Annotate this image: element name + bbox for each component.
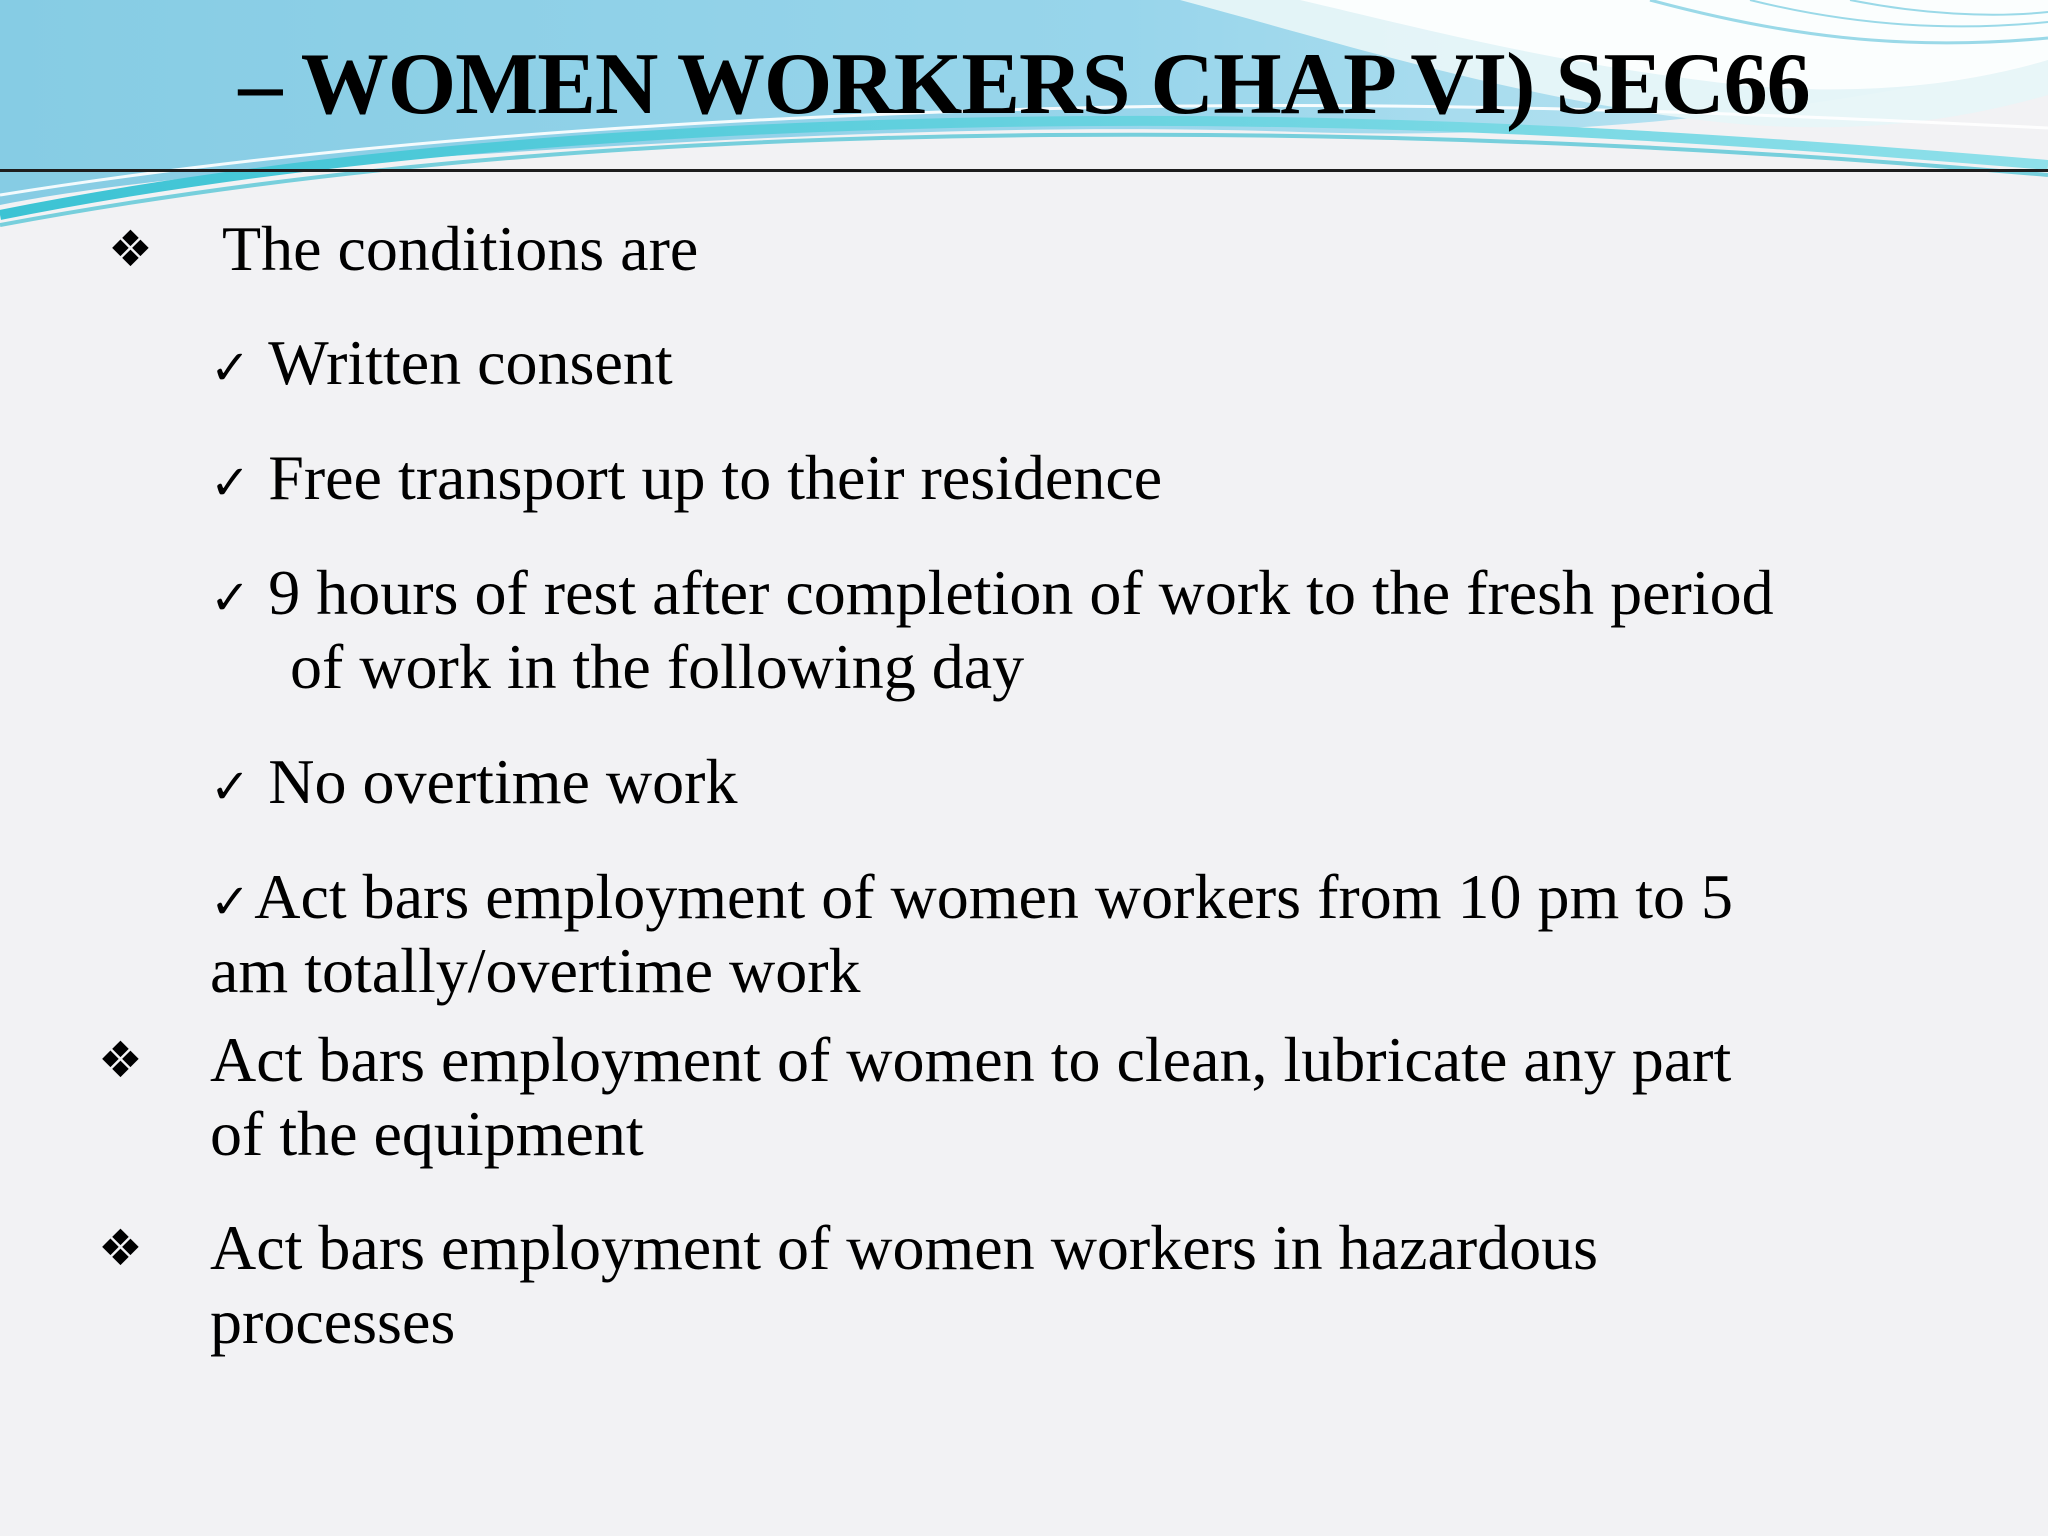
condition-text-continued: am totally/overtime work	[210, 935, 861, 1006]
condition-text: 9 hours of rest after completion of work to the fresh period	[268, 557, 1774, 628]
bullet-text: Act bars employment of women to clean, lubricate any part	[210, 1024, 1732, 1095]
diamond-bullet-icon: ❖	[108, 220, 153, 278]
intro-text: The conditions are	[222, 213, 699, 284]
bullet-text-continued: of the equipment	[210, 1098, 644, 1169]
checkmark-icon: ✓	[210, 874, 251, 930]
bullet-text: Act bars employment of women workers in hazardous	[210, 1212, 1599, 1283]
condition-text: Free transport up to their residence	[268, 442, 1163, 513]
condition-item	[210, 441, 1162, 520]
checkmark-icon: ✓	[210, 455, 251, 511]
title-divider	[0, 169, 2048, 172]
condition-text: Written consent	[268, 327, 673, 398]
bullet-text-continued: processes	[210, 1286, 456, 1357]
checkmark-icon: ✓	[210, 570, 251, 626]
slide-title: – WOMEN WORKERS CHAP VI) SEC66	[238, 36, 1810, 133]
diamond-bullet-icon: ❖	[98, 1031, 143, 1089]
condition-text: Act bars employment of women workers from 10 pm to 5	[254, 861, 1734, 932]
condition-text-continued: of work in the following day	[290, 631, 1025, 702]
checkmark-icon: ✓	[210, 759, 251, 815]
bullet-item	[210, 1023, 1731, 1171]
condition-item	[210, 556, 1774, 635]
diamond-bullet-icon: ❖	[98, 1219, 143, 1277]
condition-text: No overtime work	[268, 746, 738, 817]
condition-item	[210, 326, 673, 405]
checkmark-icon: ✓	[210, 340, 251, 396]
condition-item	[210, 745, 737, 824]
condition-item	[210, 860, 1733, 939]
bullet-item	[210, 1211, 1598, 1359]
